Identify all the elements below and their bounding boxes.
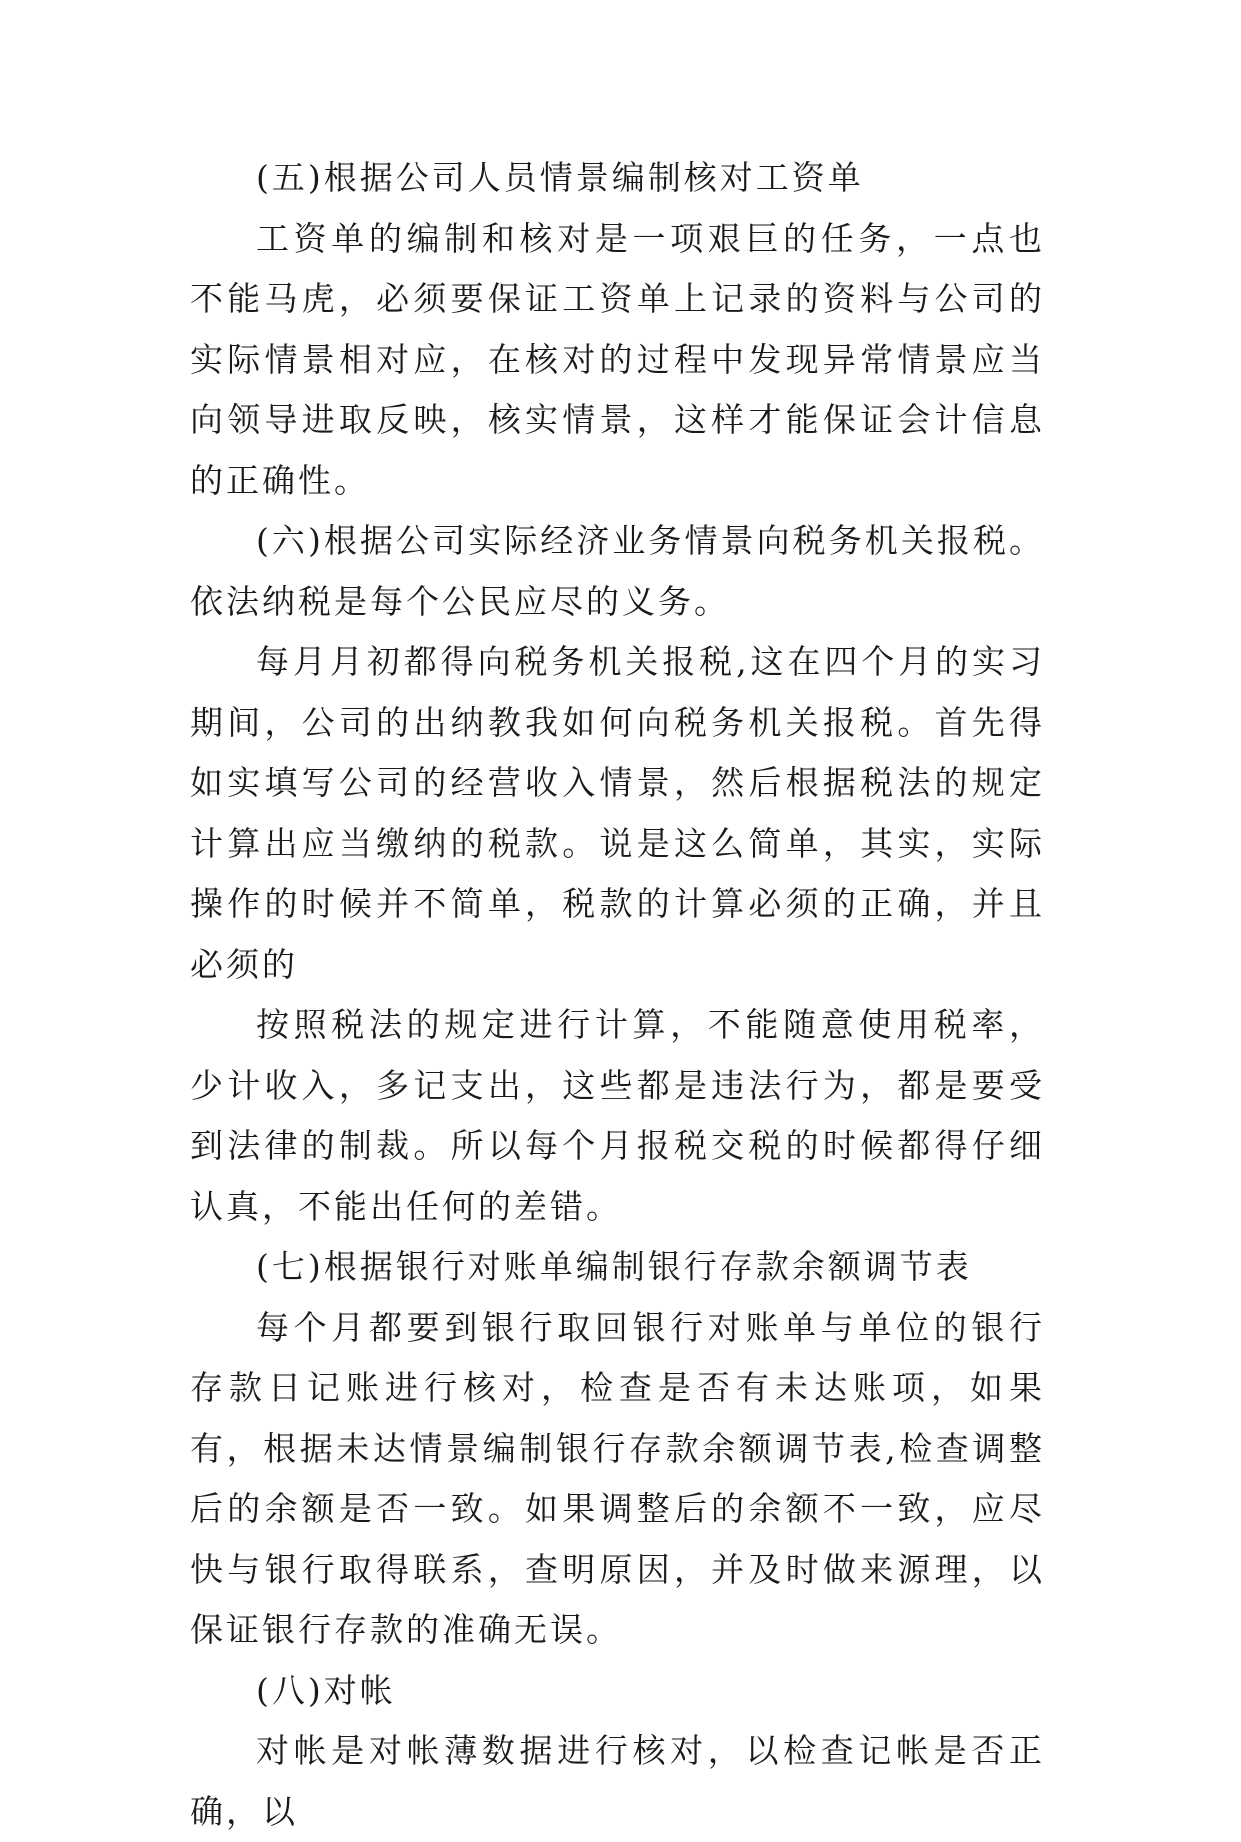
document-body	[190, 148, 1045, 1842]
section-heading-7: (七)根据银行对账单编制银行存款余额调节表	[256, 1247, 972, 1286]
section-heading-6: (六)根据公司实际经济业务情景向税务机关报税。依法纳税是每个公民应尽的义务。	[190, 521, 1045, 621]
paragraph-tax-filing: 每月月初都得向税务机关报税,这在四个月的实习期间，公司的出纳教我如何向税务机关报税。首先得如实填写公司的经营收入情景，然后根据税法的规定计算出应当缴纳的税款。说是这么简单，其实，实际操作的时候并不简单，税款的计算必须的正确，并且必须的	[190, 642, 1045, 984]
paragraph-bank-reconciliation: 每个月都要到银行取回银行对账单与单位的银行存款日记账进行核对，检查是否有未达账项，如果有，根据未达情景编制银行存款余额调节表,检查调整后的余额是否一致。如果调整后的余额不一致，应尽快与银行取得联系，查明原因，并及时做来源理，以保证银行存款的准确无误。	[190, 1307, 1045, 1649]
paragraph-account-check: 对帐是对帐薄数据进行核对，以检查记帐是否正确，以	[190, 1731, 1045, 1831]
section-heading-5: (五)根据公司人员情景编制核对工资单	[256, 158, 864, 197]
section-heading-8: (八)对帐	[256, 1670, 396, 1710]
paragraph-tax-rules: 按照税法的规定进行计算，不能随意使用税率，少计收入，多记支出，这些都是违法行为，都是要受到法律的制裁。所以每个月报税交税的时候都得仔细认真，不能出任何的差错。	[190, 1005, 1045, 1226]
paragraph-payroll: 工资单的编制和核对是一项艰巨的任务，一点也不能马虎，必须要保证工资单上记录的资料与公司的实际情景相对应，在核对的过程中发现异常情景应当向领导进取反映，核实情景，这样才能保证会计信息的正确性。	[190, 218, 1045, 500]
